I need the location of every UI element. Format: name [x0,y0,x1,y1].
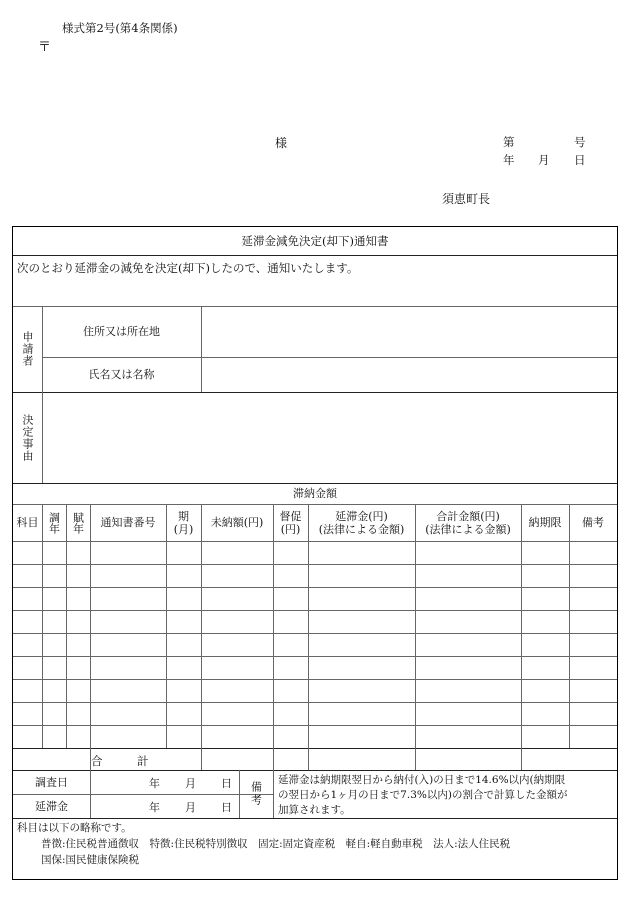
doc-number-go: 号 [574,135,586,149]
date-day: 日 [574,153,586,167]
col-tokusoku-line2: (円) [280,522,301,536]
intro-text: 次のとおり延滞金の減免を決定(却下)したので、通知いたします。 [17,261,359,275]
reason-label: 決定事由 [21,413,34,462]
issuer-name: 須恵町長 [442,192,491,206]
col-fukanen: 賦年 [71,511,85,534]
applicant-label: 申請者 [21,331,34,367]
col-notice-number: 通知書番号 [100,516,156,529]
col-total-line2: (法律による金額) [425,522,511,536]
col-ki [166,504,201,541]
late-fee-year: 年 [149,801,160,814]
abbrev-line-2: 国保:国民健康保険税 [41,854,140,866]
col-unpaid: 未納額(円) [210,516,264,529]
late-fee-month: 月 [185,801,196,814]
col-kamoku: 科目 [16,516,39,529]
total-row-label-2: 計 [137,754,149,768]
name-field[interactable] [205,361,613,389]
form-number: 様式第2号(第4条関係) [62,21,178,35]
date-month: 月 [538,153,550,167]
address-label: 住所又は所在地 [83,325,160,338]
survey-date-day: 日 [221,777,232,790]
biko-text-3: 加算されます。 [278,804,351,816]
name-label: 氏名又は名称 [88,368,155,381]
col-deadline: 納期限 [528,516,562,529]
reason-field[interactable] [46,396,613,480]
doc-number-dai: 第 [503,135,515,149]
biko-text-1: 延滞金は納期限翌日から納付(入)の日まで14.6%以内(納期限 [278,774,566,786]
abbrev-line-1: 普徴:住民税普通徴収 特徴:住民税特別徴収 固定:固定資産税 軽自:軽自動車税 法人:法人住民税 [41,838,511,850]
col-chonen: 調年 [47,511,61,534]
biko-label: 備考 [249,781,263,807]
abbrev-intro: 科目は以下の略称です。 [17,822,132,834]
notice-form [12,226,618,880]
arrears-heading: 滞納金額 [293,487,337,500]
col-total-line1: 合計金額(円) [436,509,500,523]
late-fee-label: 延滞金 [35,799,68,813]
survey-date-month: 月 [185,777,196,790]
addressee-suffix: 様 [275,136,288,150]
col-ki-line1: 期 [178,509,189,523]
col-tokusoku-line1: 督促 [279,509,302,523]
biko-text-2: の翌日から1ヶ月の日まで7.3%以内)の割合で計算した金額が [278,789,568,801]
col-ki-line2: (月) [173,522,194,536]
late-fee-day: 日 [221,801,232,814]
form-title: 延滞金減免決定(却下)通知書 [241,233,389,248]
col-late-fee [308,504,415,541]
col-remarks: 備考 [582,516,604,529]
date-year: 年 [503,153,515,167]
col-tokusoku [273,504,308,541]
survey-date-label: 調査日 [35,775,68,789]
postal-mark: 〒 [38,40,52,55]
col-total [415,504,521,541]
col-late-fee-line1: 延滞金(円) [335,509,388,523]
total-row-label-1: 合 [91,754,103,768]
address-field[interactable] [205,310,613,354]
col-late-fee-line2: (法律による金額) [318,522,405,536]
survey-date-year: 年 [149,777,160,790]
